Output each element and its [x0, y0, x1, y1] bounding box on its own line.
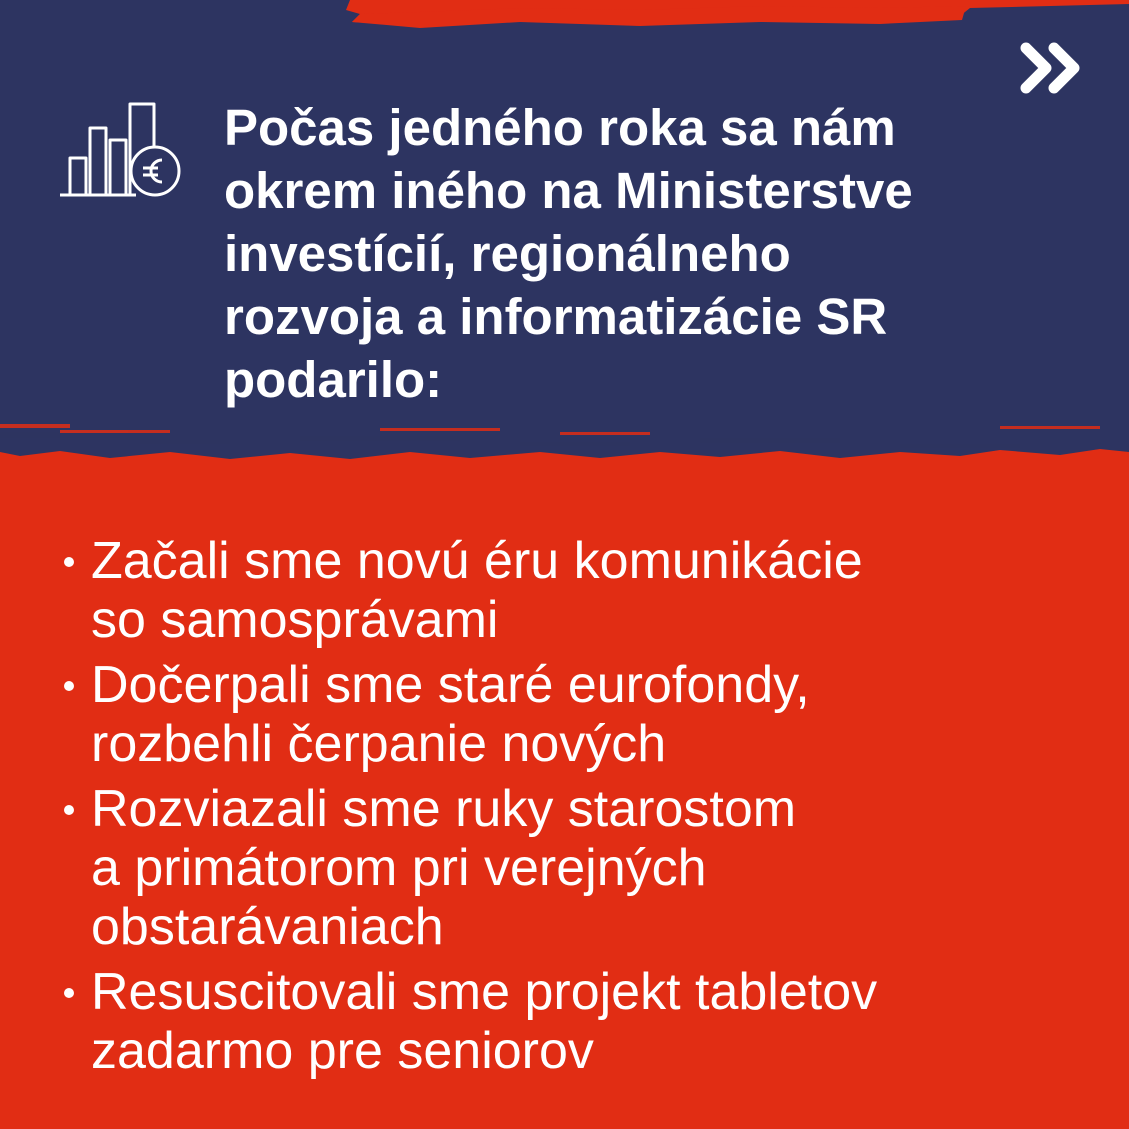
- list-item-line: Resuscitovali sme projekt tabletov: [91, 963, 878, 1021]
- bullet-dot: [64, 988, 74, 998]
- achievements-list: [58, 532, 1098, 1087]
- list-item: [58, 780, 1098, 957]
- list-item-line: zadarmo pre seniorov: [91, 1022, 594, 1080]
- bullet-dot: [64, 681, 74, 691]
- list-item-line: Začali sme novú éru komunikácie: [91, 532, 863, 590]
- list-item-line: Rozviazali sme ruky starostom: [91, 780, 797, 838]
- heading-line: podarilo:: [224, 351, 443, 408]
- list-item-line: so samosprávami: [91, 591, 499, 649]
- list-item: [58, 963, 1098, 1081]
- list-item-line: obstarávaniach: [91, 898, 444, 956]
- list-item-line: rozbehli čerpanie nových: [91, 715, 667, 773]
- heading-line: Počas jedného roka sa nám: [224, 99, 896, 156]
- heading-line: investícií, regionálneho: [224, 225, 791, 282]
- double-chevron-right-icon[interactable]: [1020, 42, 1086, 94]
- bullet-dot: [64, 557, 74, 567]
- list-item-line: Dočerpali sme staré eurofondy,: [91, 656, 810, 714]
- page-heading: [224, 96, 1084, 411]
- bullet-dot: [64, 805, 74, 815]
- list-item: [58, 532, 1098, 650]
- bar-chart-euro-icon: [58, 98, 188, 202]
- list-item: [58, 656, 1098, 774]
- heading-line: okrem iného na Ministerstve: [224, 162, 913, 219]
- heading-line: rozvoja a informatizácie SR: [224, 288, 888, 345]
- list-item-line: a primátorom pri verejných: [91, 839, 707, 897]
